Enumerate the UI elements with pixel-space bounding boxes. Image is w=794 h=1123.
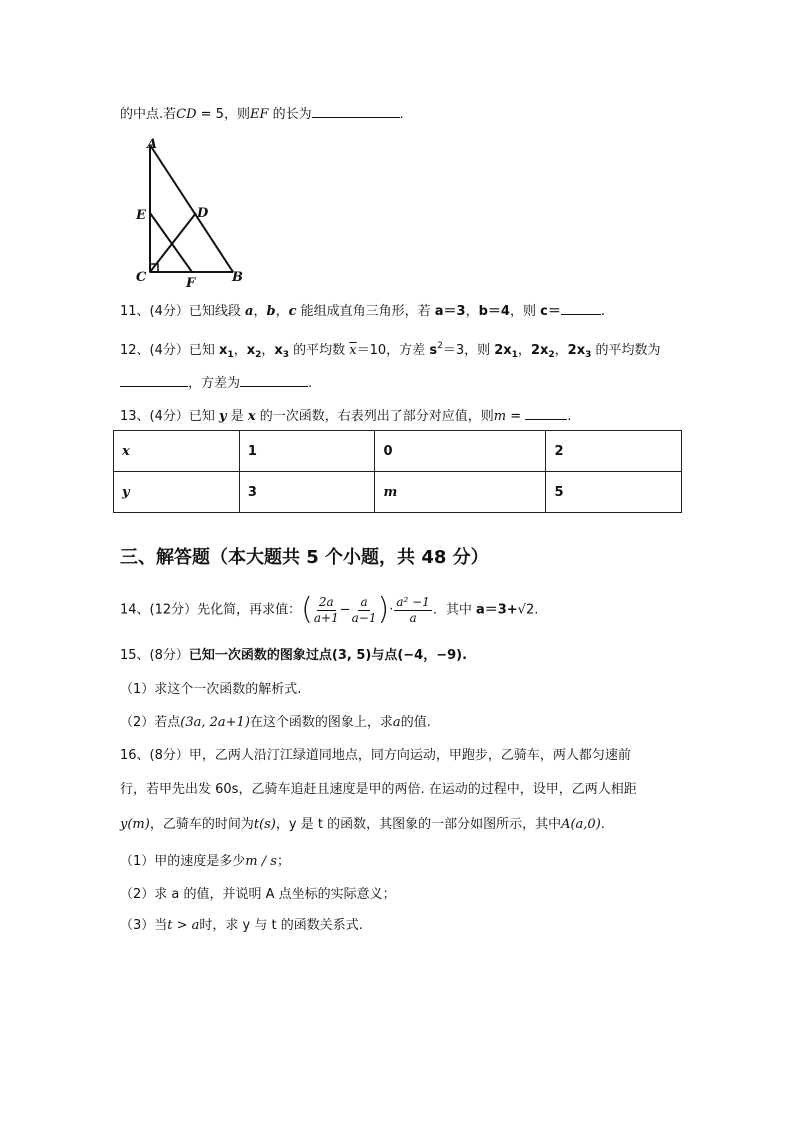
q10-eq: = 5 xyxy=(196,107,224,122)
q16-text: （3）当 xyxy=(120,918,168,933)
q11-var-b: b xyxy=(266,304,276,319)
q12-sub: 3 xyxy=(282,350,290,360)
q12-x: x xyxy=(246,343,256,358)
q12-x: x xyxy=(219,343,228,358)
q12-sub: 2 xyxy=(255,350,262,360)
section-heading: 三、解答题（本大题共 5 个小题，共 48 分） xyxy=(120,547,489,568)
q11-end: . xyxy=(600,304,605,319)
q12-number: 12、(4分） xyxy=(120,343,189,358)
q12-text: ＝10，方差 xyxy=(356,343,430,358)
q16-text: ，y 是 t 的函数，其图象的一部分如图所示，其中 xyxy=(275,817,562,832)
q10-mid: ，则 xyxy=(223,107,250,122)
table-cell: 3 xyxy=(239,472,375,513)
q13-line xyxy=(120,405,571,427)
q14-fraction-1 xyxy=(314,595,339,626)
q12-sub: 1 xyxy=(227,350,234,360)
left-paren: ( xyxy=(301,592,313,627)
right-paren: ) xyxy=(377,592,390,627)
q11-var-c: c xyxy=(288,304,297,319)
segment-ab xyxy=(150,145,233,272)
label-a: A xyxy=(147,137,158,152)
q14-minus: − xyxy=(339,602,351,618)
q16-line-2: 行，若甲先出发 60s，乙骑车追赶且速度是甲的两倍. 在运动的过程中，设甲，乙两人相距 xyxy=(120,782,637,797)
q12-end: . xyxy=(308,376,313,391)
q12-comma: ， xyxy=(554,343,568,358)
q15-point: (3a, 2a+1) xyxy=(180,715,250,730)
q12-comma: ， xyxy=(517,343,531,358)
table-cell: m xyxy=(375,472,546,513)
q16-text: ，乙骑车的时间为 xyxy=(149,817,254,832)
q16-condition: t > a xyxy=(167,918,200,933)
q13-y: y xyxy=(219,409,227,424)
table-cell: x xyxy=(114,431,240,472)
q11-line xyxy=(120,300,605,322)
q16-line-1 xyxy=(120,746,631,766)
fraction-numerator: 2a xyxy=(318,594,334,609)
q12-sub: 1 xyxy=(511,350,518,360)
label-b: B xyxy=(232,270,243,285)
table-row xyxy=(114,472,682,513)
q12-text: ，方差为 xyxy=(188,376,241,391)
q10-ef: EF xyxy=(249,107,269,122)
q10-cd: CD xyxy=(176,107,197,122)
q12-text: 的平均数 xyxy=(289,343,350,358)
q10-answer-blank xyxy=(312,103,400,118)
fraction-denominator: a xyxy=(409,610,417,625)
fraction-denominator: a−1 xyxy=(351,610,377,625)
q14-dot: · xyxy=(389,602,394,618)
q13-eq: = xyxy=(506,409,526,424)
q12-mean-blank xyxy=(120,372,188,387)
q11-a-value: a＝3 xyxy=(434,304,466,319)
q12-text: ＝3，则 xyxy=(442,343,495,358)
q13-m: m xyxy=(493,409,507,424)
label-e: E xyxy=(136,208,146,223)
q12-sup: 2 xyxy=(437,341,443,351)
q12-2x: 2x xyxy=(530,343,549,358)
q12-text: 的平均数为 xyxy=(591,343,661,358)
label-f: F xyxy=(186,276,196,290)
q15-part-2 xyxy=(120,713,431,733)
q13-number: 13、(4分） xyxy=(120,409,189,424)
label-d: D xyxy=(197,206,209,221)
fraction-numerator: a² −1 xyxy=(396,594,430,609)
q15-text: 已知一次函数的图象过点(3, 5)与点(−4，−9). xyxy=(188,648,468,663)
q16-text: 时，求 y 与 t 的函数关系式. xyxy=(199,918,363,933)
q14-text: ．其中 xyxy=(432,602,476,618)
q16-number: 16、(8分） xyxy=(120,748,189,763)
q13-table xyxy=(113,430,682,513)
q16-t-s: t(s) xyxy=(253,817,276,832)
q16-unit: m / s xyxy=(245,854,277,869)
q12-2x: 2x xyxy=(494,343,512,358)
q11-text: 能组成直角三角形，若 xyxy=(296,304,435,319)
q14-line xyxy=(120,590,538,630)
q12-comma: ， xyxy=(261,343,275,358)
q16-end: ； xyxy=(276,854,290,869)
q12-2x: 2x xyxy=(567,343,586,358)
q15-part-1: （1）求这个一次函数的解析式. xyxy=(120,682,302,697)
q13-text: 已知 xyxy=(188,409,220,424)
q13-text: 的一次函数，右表列出了部分对应值，则 xyxy=(255,409,494,424)
q13-x: x xyxy=(247,409,256,424)
q10-suffix: 的长为 xyxy=(268,107,312,122)
label-c: C xyxy=(136,270,147,285)
q14-fraction-3 xyxy=(394,595,431,626)
q16-y-m: y(m) xyxy=(120,817,150,832)
q11-c-eq: c＝ xyxy=(540,304,561,319)
q15-number: 15、(8分） xyxy=(120,648,189,663)
table-cell: 1 xyxy=(239,431,375,472)
q12-variance-blank xyxy=(240,372,308,387)
q13-text: 是 xyxy=(226,409,248,424)
q15-var-a: a xyxy=(392,715,401,730)
q11-text: ，则 xyxy=(509,304,541,319)
q16-part-1 xyxy=(120,852,290,872)
q15-text: 在这个函数的图象上，求 xyxy=(249,715,393,730)
table-cell: 2 xyxy=(546,431,682,472)
q11-comma: ， xyxy=(253,304,267,319)
q16-text: 甲，乙两人沿汀江绿道同地点，同方向运动，甲跑步，乙骑车，两人都匀速前 xyxy=(188,748,631,763)
q14-text: 先化简，再求值： xyxy=(197,602,302,618)
q14-sqrt: √2 xyxy=(517,602,535,618)
q15-text: 的值. xyxy=(400,715,431,730)
q12-sub: 2 xyxy=(548,350,555,360)
q11-text: 已知线段 xyxy=(188,304,246,319)
q11-answer-blank xyxy=(561,300,601,315)
q10-end: . xyxy=(399,107,404,122)
q12-xbar: $\overline{x}$ xyxy=(349,343,357,358)
q11-comma: ， xyxy=(465,304,479,319)
table-row xyxy=(114,431,682,472)
q16-line-3 xyxy=(120,815,605,835)
q12-s: s xyxy=(429,343,438,358)
q14-number: 14、(12分） xyxy=(120,602,198,618)
q12-text: 已知 xyxy=(188,343,220,358)
q16-end: . xyxy=(600,817,605,832)
fraction-numerator: a xyxy=(360,594,368,609)
q11-comma: ， xyxy=(275,304,289,319)
table-cell: y xyxy=(114,472,240,513)
q13-end: . xyxy=(567,409,572,424)
q12-comma: ， xyxy=(233,343,247,358)
q13-answer-blank xyxy=(525,405,567,420)
q16-part-3 xyxy=(120,916,363,936)
q11-number: 11、(4分） xyxy=(120,304,189,319)
q16-part-2: （2）求 a 的值，并说明 A 点坐标的实际意义； xyxy=(120,887,396,902)
q10-tail-line xyxy=(120,103,404,125)
q12-sub: 3 xyxy=(585,350,592,360)
table-cell: 0 xyxy=(375,431,546,472)
q16-point-a: A(a,0) xyxy=(561,817,601,832)
q15-line xyxy=(120,646,467,666)
q14-end: . xyxy=(534,602,539,618)
fraction-denominator: a+1 xyxy=(313,610,339,625)
q11-b-value: b＝4 xyxy=(478,304,510,319)
triangle-figure xyxy=(130,135,250,290)
table-cell: 5 xyxy=(546,472,682,513)
q12-x: x xyxy=(274,343,283,358)
q12-line-2 xyxy=(120,372,312,394)
q14-fraction-2 xyxy=(352,595,377,626)
q14-a-value: a＝3+ xyxy=(475,602,518,618)
q11-var-a: a xyxy=(245,304,254,319)
q15-text: （2）若点 xyxy=(120,715,181,730)
q16-text: （1）甲的速度是多少 xyxy=(120,854,246,869)
q12-line-1 xyxy=(120,336,661,365)
q10-prefix: 的中点.若 xyxy=(120,107,177,122)
